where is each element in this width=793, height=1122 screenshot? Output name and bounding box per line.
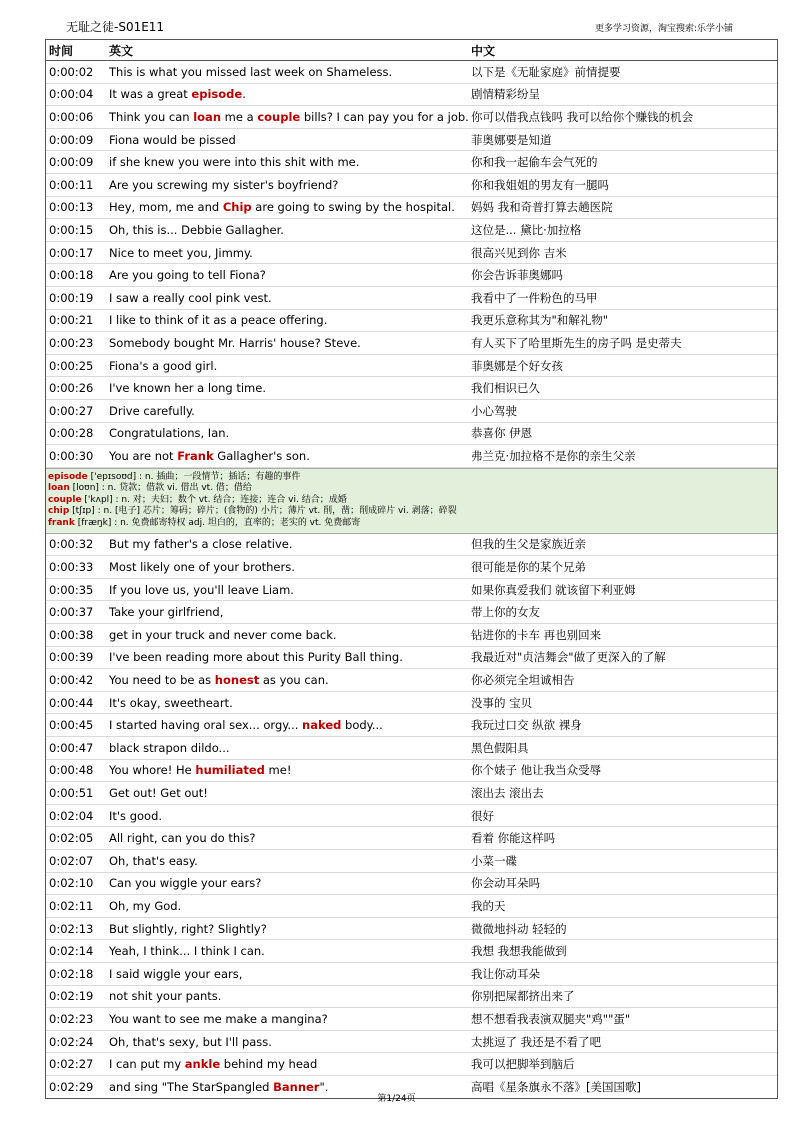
english-text: Nice to meet you, Jimmy. xyxy=(109,245,253,260)
english-cell xyxy=(109,989,471,1003)
table-row xyxy=(46,355,777,378)
table-row xyxy=(46,692,777,715)
english-cell xyxy=(109,944,471,958)
english-text: Oh, that's sexy, but I'll pass. xyxy=(109,1034,272,1049)
chinese-cell: 我最近对"贞洁舞会"做了更深入的了解 xyxy=(471,650,666,665)
column-header-time: 时间 xyxy=(49,43,74,58)
keyword: ankle xyxy=(184,1057,221,1072)
english-cell xyxy=(109,313,471,327)
time-cell: 0:00:27 xyxy=(49,403,94,418)
english-cell xyxy=(109,133,471,147)
table-row xyxy=(46,151,777,174)
chinese-cell: 我的天 xyxy=(471,898,506,913)
chinese-cell: 小菜一碟 xyxy=(471,853,517,868)
time-cell: 0:00:39 xyxy=(49,650,94,665)
vocab-entry xyxy=(48,483,775,495)
chinese-cell: 我更乐意称其为"和解礼物" xyxy=(471,313,609,328)
english-cell xyxy=(109,922,471,936)
english-text: But my father's a close relative. xyxy=(109,537,293,552)
table-row xyxy=(46,805,777,828)
english-cell xyxy=(109,763,471,777)
keyword: humiliated xyxy=(195,763,265,778)
time-cell: 0:02:11 xyxy=(49,898,94,913)
english-cell xyxy=(109,650,471,664)
chinese-cell: 菲奥娜要是知道 xyxy=(471,132,552,147)
english-text: It was a great xyxy=(109,87,192,102)
keyword: Frank xyxy=(177,448,214,463)
chinese-cell: 微微地抖动 轻轻的 xyxy=(471,921,567,936)
table-row xyxy=(46,850,777,873)
english-text: Somebody bought Mr. Harris' house? Steve. xyxy=(109,335,361,350)
english-text: Can you wiggle your ears? xyxy=(109,876,262,891)
chinese-cell: 没事的 宝贝 xyxy=(471,695,533,710)
table-row xyxy=(46,714,777,737)
chinese-cell: 你和我姐姐的男友有一腿吗 xyxy=(471,177,609,192)
table-row xyxy=(46,197,777,220)
english-cell xyxy=(109,291,471,305)
english-cell xyxy=(109,809,471,823)
english-text: Congratulations, Ian. xyxy=(109,426,230,441)
vocab-entry xyxy=(48,518,775,530)
english-cell xyxy=(109,831,471,845)
chinese-cell: 钻进你的卡车 再也别回来 xyxy=(471,627,602,642)
chinese-cell: 高唱《星条旗永不落》[美国国歌] xyxy=(471,1079,641,1094)
document-title: 无耻之徒-S01E11 xyxy=(66,20,165,34)
english-text: not shit your pants. xyxy=(109,989,222,1004)
vocab-word: loan xyxy=(48,483,70,494)
chinese-cell: 但我的生父是家族近亲 xyxy=(471,537,586,552)
english-text: Get out! Get out! xyxy=(109,786,208,801)
english-text: Yeah, I think... I think I can. xyxy=(109,944,265,959)
keyword: Banner xyxy=(273,1079,320,1094)
chinese-cell: 恭喜你 伊恩 xyxy=(471,426,533,441)
keyword: naked xyxy=(302,718,342,733)
english-cell xyxy=(109,967,471,981)
english-text: Are you screwing my sister's boyfriend? xyxy=(109,177,339,192)
english-text: I started having oral sex... orgy... xyxy=(109,718,303,733)
table-row xyxy=(46,647,777,670)
table-row xyxy=(46,873,777,896)
english-text: body... xyxy=(341,718,383,733)
english-cell xyxy=(109,628,471,642)
table-header-row xyxy=(46,39,777,61)
table-row xyxy=(46,106,777,129)
chinese-cell: 想不想看我表演双腿夹"鸡""蛋" xyxy=(471,1011,631,1026)
time-cell: 0:00:21 xyxy=(49,313,94,328)
table-row xyxy=(46,129,777,152)
time-cell: 0:00:38 xyxy=(49,627,94,642)
chinese-cell: 看着 你能这样吗 xyxy=(471,831,556,846)
english-text: I've known her a long time. xyxy=(109,381,266,396)
english-text: behind my head xyxy=(220,1057,318,1072)
english-text: It's okay, sweetheart. xyxy=(109,695,233,710)
english-text: You are not xyxy=(109,448,178,463)
english-cell xyxy=(109,560,471,574)
english-text: I've been reading more about this Purity Ball thing. xyxy=(109,650,403,665)
english-cell xyxy=(109,381,471,395)
vocabulary-box xyxy=(46,468,777,534)
time-cell: 0:00:51 xyxy=(49,786,94,801)
english-cell xyxy=(109,87,471,101)
table-row xyxy=(46,895,777,918)
chinese-cell: 黑色假阳具 xyxy=(471,740,529,755)
time-cell: 0:00:30 xyxy=(49,448,94,463)
vocab-word: episode xyxy=(48,471,88,482)
time-cell: 0:00:23 xyxy=(49,335,94,350)
time-cell: 0:02:04 xyxy=(49,808,94,823)
table-row xyxy=(46,174,777,197)
table-row xyxy=(46,219,777,242)
english-text: You whore! He xyxy=(109,763,196,778)
chinese-cell: 很好 xyxy=(471,808,494,823)
table-row xyxy=(46,579,777,602)
chinese-cell: 带上你的女友 xyxy=(471,605,540,620)
table-row xyxy=(46,760,777,783)
english-text: Oh, that's easy. xyxy=(109,853,198,868)
time-cell: 0:00:25 xyxy=(49,358,94,373)
time-cell: 0:02:19 xyxy=(49,989,94,1004)
time-cell: 0:00:19 xyxy=(49,290,94,305)
english-cell xyxy=(109,899,471,913)
vocab-entry xyxy=(48,472,775,484)
table-row xyxy=(46,782,777,805)
time-cell: 0:00:28 xyxy=(49,426,94,441)
english-cell xyxy=(109,155,471,169)
time-cell: 0:00:33 xyxy=(49,560,94,575)
keyword: couple xyxy=(257,109,301,124)
time-cell: 0:00:17 xyxy=(49,245,94,260)
english-text: But slightly, right? Slightly? xyxy=(109,921,267,936)
time-cell: 0:00:47 xyxy=(49,740,94,755)
english-text: me! xyxy=(264,763,292,778)
english-text: Oh, my God. xyxy=(109,898,182,913)
table-row xyxy=(46,84,777,107)
english-cell xyxy=(109,426,471,440)
english-text: I like to think of it as a peace offering. xyxy=(109,313,328,328)
english-cell xyxy=(109,336,471,350)
english-cell xyxy=(109,268,471,282)
table-row xyxy=(46,264,777,287)
english-text: Fiona would be pissed xyxy=(109,132,236,147)
table-row xyxy=(46,669,777,692)
english-text: You want to see me make a mangina? xyxy=(109,1011,328,1026)
table-row xyxy=(46,534,777,557)
time-cell: 0:00:44 xyxy=(49,695,94,710)
english-cell xyxy=(109,718,471,732)
time-cell: 0:02:10 xyxy=(49,876,94,891)
table-row xyxy=(46,61,777,84)
table-row xyxy=(46,287,777,310)
chinese-cell: 剧情精彩纷呈 xyxy=(471,87,540,102)
english-text: All right, can you do this? xyxy=(109,831,256,846)
english-text: Drive carefully. xyxy=(109,403,195,418)
english-cell xyxy=(109,178,471,192)
time-cell: 0:00:04 xyxy=(49,87,94,102)
vocab-definition: [fræŋk] : n. 免费邮寄特权 adj. 坦白的，直率的；老实的 vt. 免费邮寄 xyxy=(74,518,361,529)
english-text: It's good. xyxy=(109,808,163,823)
time-cell: 0:00:09 xyxy=(49,155,94,170)
time-cell: 0:02:13 xyxy=(49,921,94,936)
time-cell: 0:00:15 xyxy=(49,222,94,237)
column-header-chinese: 中文 xyxy=(471,43,496,58)
table-row xyxy=(46,242,777,265)
english-text: Hey, mom, me and xyxy=(109,200,223,215)
english-text: ". xyxy=(319,1079,329,1094)
time-cell: 0:00:09 xyxy=(49,132,94,147)
english-text: Think you can xyxy=(109,109,194,124)
chinese-cell: 我让你动耳朵 xyxy=(471,966,540,981)
english-cell xyxy=(109,200,471,214)
english-text: I can put my xyxy=(109,1057,185,1072)
time-cell: 0:00:48 xyxy=(49,763,94,778)
vocab-definition: [tʃɪp] : n. [电子] 芯片；筹码；碎片；(食物的) 小片；薄片 vt. 削，凿；削成碎片 vi. 剥落；碎裂 xyxy=(69,506,457,517)
chinese-cell: 很高兴见到你 吉米 xyxy=(471,245,567,260)
english-cell xyxy=(109,605,471,619)
subtitle-table xyxy=(45,39,778,1099)
table-row xyxy=(46,400,777,423)
keyword: honest xyxy=(214,673,260,688)
table-row xyxy=(46,918,777,941)
time-cell: 0:00:42 xyxy=(49,673,94,688)
time-cell: 0:00:11 xyxy=(49,177,94,192)
time-cell: 0:02:23 xyxy=(49,1011,94,1026)
time-cell: 0:00:06 xyxy=(49,109,94,124)
chinese-cell: 妈妈 我和奇普打算去趟医院 xyxy=(471,200,613,215)
english-text: if she knew you were into this shit with me. xyxy=(109,155,360,170)
chinese-cell: 你会告诉菲奥娜吗 xyxy=(471,268,563,283)
vocab-word: frank xyxy=(48,518,75,529)
time-cell: 0:02:14 xyxy=(49,944,94,959)
english-cell xyxy=(109,359,471,373)
english-cell xyxy=(109,223,471,237)
time-cell: 0:00:32 xyxy=(49,537,94,552)
english-text: Oh, this is... Debbie Gallagher. xyxy=(109,222,284,237)
english-cell xyxy=(109,449,471,463)
time-cell: 0:00:37 xyxy=(49,605,94,620)
english-text: If you love us, you'll leave Liam. xyxy=(109,582,294,597)
chinese-cell: 你会动耳朵吗 xyxy=(471,876,540,891)
english-cell xyxy=(109,110,471,124)
table-row xyxy=(46,737,777,760)
subtitle-rows-top xyxy=(46,61,777,468)
time-cell: 0:02:24 xyxy=(49,1034,94,1049)
vocab-definition: [loʊn] : n. 贷款；借款 vi. 借出 vt. 借；借给 xyxy=(69,483,252,494)
chinese-cell: 你可以借我点钱吗 我可以给你个赚钱的机会 xyxy=(471,109,694,124)
english-text: me a xyxy=(221,109,258,124)
english-text: and sing "The StarSpangled xyxy=(109,1079,274,1094)
english-text: are going to swing by the hospital. xyxy=(251,200,455,215)
table-row xyxy=(46,1053,777,1076)
chinese-cell: 滚出去 滚出去 xyxy=(471,786,544,801)
chinese-cell: 我看中了一件粉色的马甲 xyxy=(471,290,598,305)
subtitle-rows-bottom xyxy=(46,534,777,1099)
time-cell: 0:00:45 xyxy=(49,718,94,733)
table-row xyxy=(46,963,777,986)
vocab-definition: ['epɪsoʊd] : n. 插曲；一段情节；插话；有趣的事件 xyxy=(87,471,301,482)
chinese-cell: 我玩过口交 纵欲 裸身 xyxy=(471,718,582,733)
chinese-cell: 我想 我想我能做到 xyxy=(471,944,567,959)
chinese-cell: 小心驾驶 xyxy=(471,403,517,418)
english-text: This is what you missed last week on Shameless. xyxy=(109,64,393,79)
table-row xyxy=(46,827,777,850)
page-number: 第1/24页 xyxy=(377,1094,416,1104)
english-cell xyxy=(109,696,471,710)
table-row xyxy=(46,310,777,333)
keyword: Chip xyxy=(222,200,252,215)
vocab-word: couple xyxy=(48,494,82,505)
chinese-cell: 很可能是你的某个兄弟 xyxy=(471,560,586,575)
vocab-entry xyxy=(48,506,775,518)
header-note: 更多学习资源，淘宝搜索:乐学小铺 xyxy=(594,24,733,34)
english-cell xyxy=(109,1057,471,1071)
table-row xyxy=(46,624,777,647)
english-text: Most likely one of your brothers. xyxy=(109,560,295,575)
time-cell: 0:02:29 xyxy=(49,1079,94,1094)
english-text: Gallagher's son. xyxy=(213,448,310,463)
english-cell xyxy=(109,786,471,800)
english-cell xyxy=(109,876,471,890)
chinese-cell: 我们相识已久 xyxy=(471,381,540,396)
column-header-english: 英文 xyxy=(109,43,134,58)
english-text: Take your girlfriend, xyxy=(109,605,224,620)
table-row xyxy=(46,332,777,355)
chinese-cell: 我可以把脚举到脑后 xyxy=(471,1057,575,1072)
time-cell: 0:00:26 xyxy=(49,381,94,396)
english-text: You need to be as xyxy=(109,673,215,688)
english-cell xyxy=(109,1012,471,1026)
vocab-word: chip xyxy=(48,506,70,517)
english-text: Fiona's a good girl. xyxy=(109,358,218,373)
chinese-cell: 太挑逗了 我还是不看了吧 xyxy=(471,1034,602,1049)
english-text: black strapon dildo... xyxy=(109,740,230,755)
chinese-cell: 你必须完全坦诚相告 xyxy=(471,673,575,688)
time-cell: 0:00:13 xyxy=(49,200,94,215)
chinese-cell: 弗兰克·加拉格不是你的亲生父亲 xyxy=(471,448,636,463)
table-row xyxy=(46,940,777,963)
chinese-cell: 菲奥娜是个好女孩 xyxy=(471,358,563,373)
time-cell: 0:00:18 xyxy=(49,268,94,283)
english-text: as you can. xyxy=(259,673,329,688)
chinese-cell: 你别把屎都挤出来了 xyxy=(471,989,575,1004)
english-text: . xyxy=(242,87,246,102)
table-row xyxy=(46,1031,777,1054)
time-cell: 0:00:35 xyxy=(49,582,94,597)
english-cell xyxy=(109,583,471,597)
chinese-cell: 你和我一起偷车会气死的 xyxy=(471,155,598,170)
english-cell xyxy=(109,65,471,79)
english-text: Are you going to tell Fiona? xyxy=(109,268,266,283)
english-cell xyxy=(109,673,471,687)
english-cell xyxy=(109,246,471,260)
english-cell xyxy=(109,537,471,551)
table-row xyxy=(46,445,777,468)
table-row xyxy=(46,423,777,446)
time-cell: 0:02:07 xyxy=(49,853,94,868)
vocab-definition: ['kʌpl] : n. 对；夫妇；数个 vt. 结合；连接；连合 vi. 结合；成婚 xyxy=(81,494,347,505)
english-text: bills? I can pay you for a job. xyxy=(300,109,469,124)
table-row xyxy=(46,556,777,579)
table-row xyxy=(46,601,777,624)
english-text: get in your truck and never come back. xyxy=(109,627,337,642)
chinese-cell: 以下是《无耻家庭》前情提要 xyxy=(471,64,621,79)
time-cell: 0:00:02 xyxy=(49,64,94,79)
english-text: I saw a really cool pink vest. xyxy=(109,290,272,305)
time-cell: 0:02:18 xyxy=(49,966,94,981)
english-text: I said wiggle your ears, xyxy=(109,966,243,981)
chinese-cell: 有人买下了哈里斯先生的房子吗 是史蒂夫 xyxy=(471,335,682,350)
english-cell xyxy=(109,741,471,755)
english-cell xyxy=(109,404,471,418)
english-cell xyxy=(109,854,471,868)
keyword: episode xyxy=(191,87,243,102)
chinese-cell: 这位是... 黛比·加拉格 xyxy=(471,222,582,237)
vocab-entry xyxy=(48,495,775,507)
table-row xyxy=(46,1008,777,1031)
chinese-cell: 如果你真爱我们 就该留下利亚姆 xyxy=(471,582,636,597)
time-cell: 0:02:27 xyxy=(49,1057,94,1072)
table-row xyxy=(46,986,777,1009)
keyword: loan xyxy=(193,109,222,124)
time-cell: 0:02:05 xyxy=(49,831,94,846)
chinese-cell: 你个婊子 他让我当众受辱 xyxy=(471,763,602,778)
table-row xyxy=(46,377,777,400)
english-cell xyxy=(109,1035,471,1049)
